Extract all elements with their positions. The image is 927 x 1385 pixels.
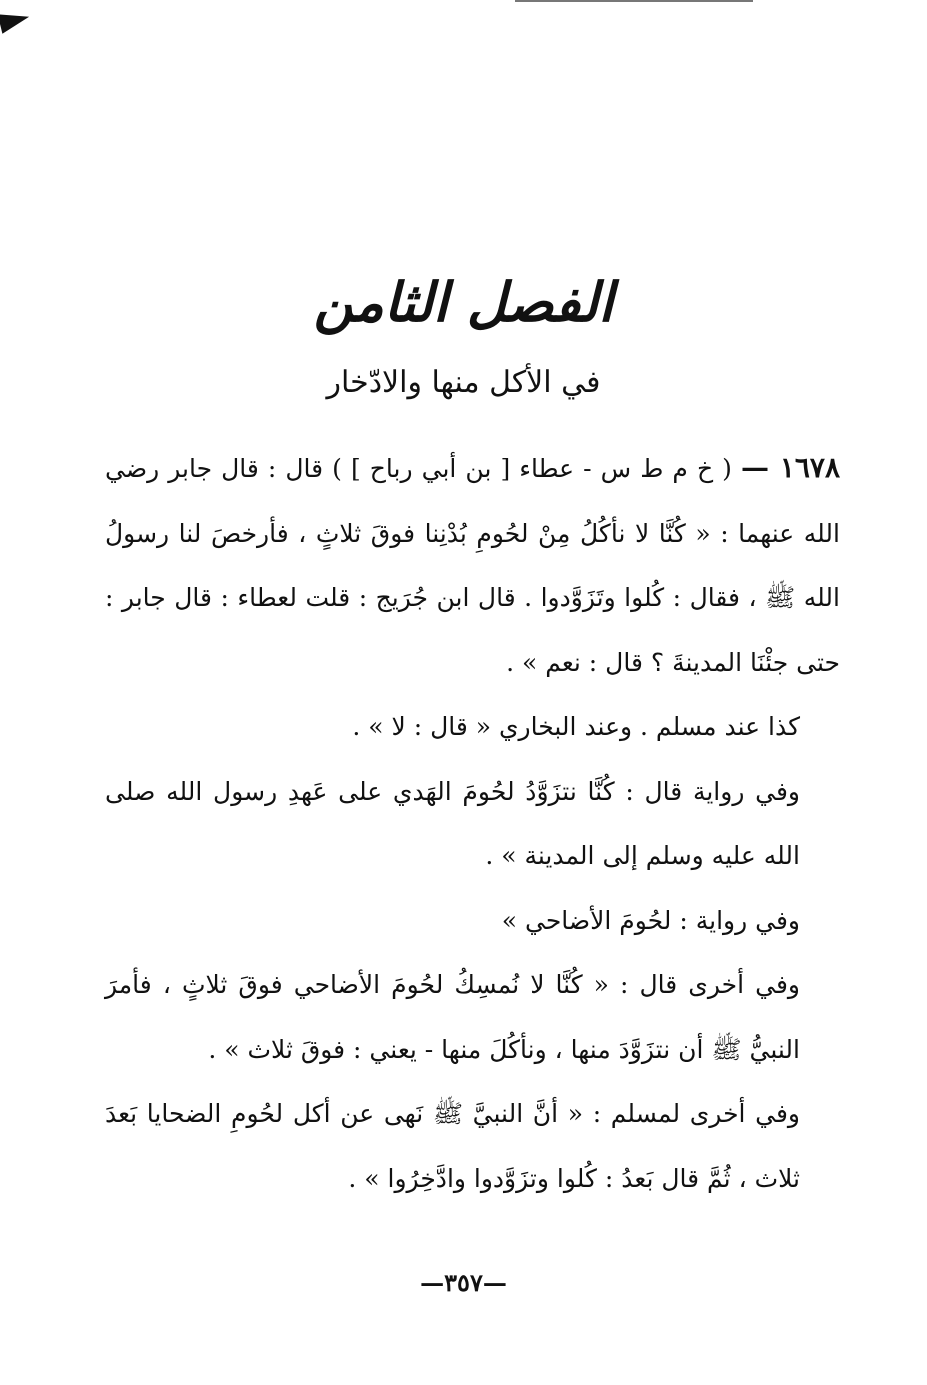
chapter-title: الفصل الثامن (313, 270, 614, 334)
hadith-number: ١٦٧٨ — (740, 451, 840, 484)
hadith-paragraph: كذا عند مسلم . وعند البخاري « قال : لا » . (352, 712, 800, 741)
corner-marker-icon (0, 7, 32, 34)
hadith-matn: رضي الله عنهما : « كُنَّا لا نأكُلُ مِنْ لحُومِ بُدْنِنا فوقَ ثلاثٍ ، فأرخصَ لنا رسولُ الله ﷺ ، فقال : كُلوا وتَزَوَّدوا . قال ابن جُرَيج : قلت لعطاء : قال جابر : حتى جئْنَا المدينةَ ؟ قال : نعم » . (105, 454, 840, 677)
hadith-paragraph: وفي أخرى قال : « كُنَّا لا نُمسِكُ لحُومَ الأضاحي فوقَ ثلاثٍ ، فأمرَ النبيُّ ﷺ أن نتزَوَّدَ منها ، ونأكُلَ منها - يعني : فوقَ ثلاث » . (105, 970, 800, 1064)
hadith-paragraph: وفي رواية قال : كُنَّا نتزَوَّدُ لحُومَ الهَدي على عَهدِ رسول الله صلى الله عليه وسلم إلى المدينة » . (105, 776, 800, 870)
hadith-paragraph: وفي رواية : لحُومَ الأضاحي » (501, 905, 800, 935)
page-number: —٣٥٧— (420, 1268, 507, 1297)
chapter-subtitle: في الأكل منها والادّخار (326, 365, 601, 400)
hadith-heading-line (105, 436, 840, 695)
hadith-paragraph: وفي أخرى لمسلم : « أنَّ النبيَّ ﷺ نَهى عن أكل لحُومِ الضحايا بَعدَ ثلاث ، ثُمَّ قال بَعدُ : كُلوا وتزَوَّدوا وادَّخِرُوا » . (105, 1099, 800, 1193)
hadith-isnad: ( خ م ط س - عطاء [ بن أبي رباح ] ) قال : قال جابر (168, 454, 732, 483)
hadith-body (105, 436, 840, 1211)
top-rule (515, 0, 753, 2)
